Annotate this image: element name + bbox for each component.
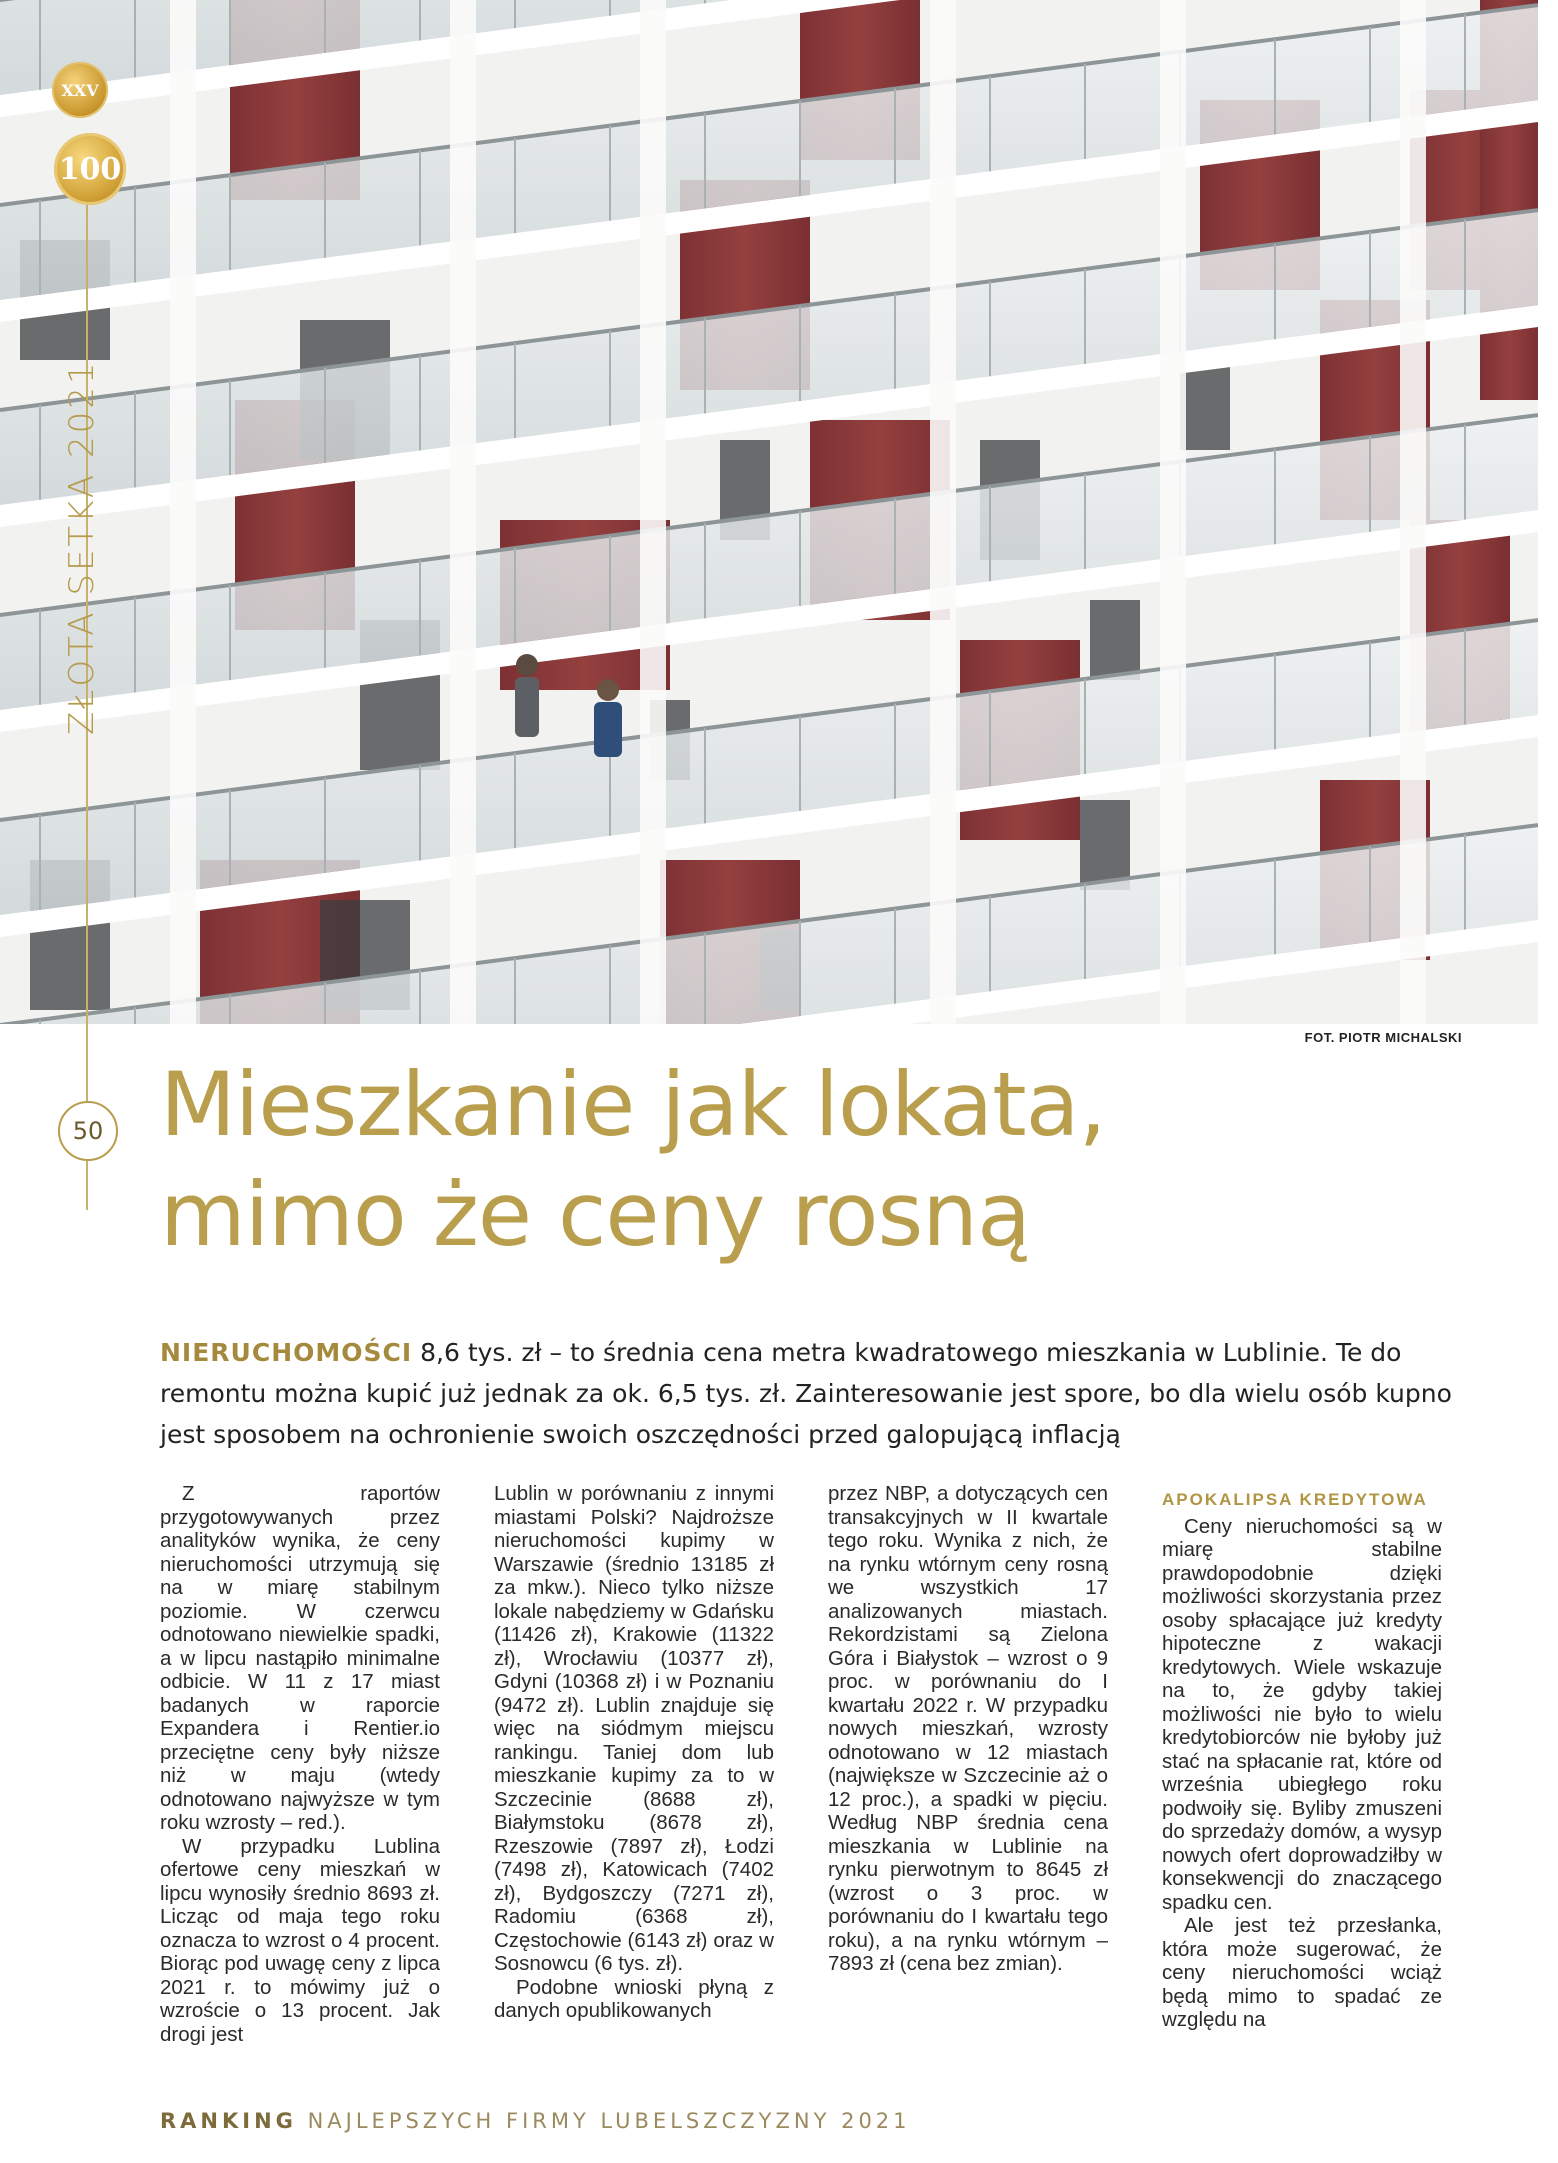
section-heading: APOKALIPSA KREDYTOWA bbox=[1162, 1490, 1428, 1509]
paragraph: Ceny nieruchomości są w miarę stabilne prawdopodobnie dzięki możliwości skorzystania przez osoby spłacające już kredyty hipoteczne z wakacji kredytowych. Wiele wskazuje na to, że gdyby takiej możliwości nie było to wielu kredytobiorców nie byłoby już stać na spłacanie rat, które od września ubiegłego roku podwoiły się. Byliby zmuszeni do sprzedaży domów, a wysyp nowych ofert doprowadziłby w konsekwencji do znaczącego spadku cen. bbox=[1162, 1514, 1442, 1914]
wall-pier bbox=[640, 0, 666, 1024]
lead-paragraph bbox=[160, 1332, 1460, 1455]
window bbox=[1180, 360, 1230, 450]
xxv-badge-icon: XXV bbox=[52, 62, 108, 118]
lead-text: 8,6 tys. zł – to średnia cena metra kwadratowego mieszkania w Lublinie. Te do remontu można kupić już jednak za ok. 6,5 tys. zł. Zainteresowanie jest spore, bo dla wielu osób kupno jest sposobem na ochronienie swoich oszczędności przed galopującą inflacją bbox=[160, 1338, 1452, 1449]
building-photo bbox=[0, 0, 1538, 1024]
column-3 bbox=[828, 1482, 1108, 1976]
paragraph: Z raportów przygotowywanych przez analityków wynika, że ceny nieruchomości utrzymują się na w miarę stabilnym poziomie. W czerwcu odnotowano niewielkie spadki, a w lipcu nastąpiło minimalne odbicie. W 11 z 17 miast badanych w raporcie Expandera i Rentier.io przeciętne ceny były niższe niż w maju (wtedy odnotowano najwyższe w tym roku wzrosty – red.). bbox=[160, 1482, 440, 1834]
wall-pier bbox=[1400, 0, 1426, 1024]
column-1 bbox=[160, 1482, 440, 2046]
person-head bbox=[597, 679, 619, 701]
paragraph: Lublin w porównaniu z innymi miastami Polski? Najdroższe nieruchomości kupimy w Warszawie (średnio 13185 zł za mkw.). Nieco tylko niższe lokale nabędziemy w Gdańsku (11426 zł), Krakowie (11322 zł), Wrocławiu (10377 zł), Gdyni (10368 zł) i w Poznaniu (9472 zł). Lublin znajduje się więc na siódmym miejscu rankingu. Taniej dom lub mieszkanie kupimy za to w Szczecinie (8688 zł), Białymstoku (8678 zł), Rzeszowie (7897 zł), Łodzi (7498 zł), Katowicach (7402 zł), Bydgoszczy (7271 zł), Radomiu (6368 zł), Częstochowie (6143 zł) oraz w Sosnowcu (6 tys. zł). bbox=[494, 1482, 774, 1975]
headline-line-1: Mieszkanie jak lokata, bbox=[160, 1053, 1106, 1156]
footer-text: NAJLEPSZYCH FIRMY LUBELSZCZYZNY 2021 bbox=[296, 2109, 911, 2133]
paragraph: Podobne wnioski płyną z danych opublikowanych bbox=[494, 1975, 774, 2022]
column-2 bbox=[494, 1482, 774, 2023]
paragraph: W przypadku Lublina ofertowe ceny mieszkań w lipcu wynosiły średnio 8693 zł. Licząc od maja tego roku oznacza to wzrost o 4 procent. Biorąc pod uwagę ceny z lipca 2021 r. to mówimy już o wzroście o 13 procent. Jak drogi jest bbox=[160, 1834, 440, 2046]
wall-pier bbox=[450, 0, 476, 1024]
footer-bold: RANKING bbox=[160, 2109, 297, 2133]
article-body bbox=[160, 1482, 1460, 2072]
side-label bbox=[62, 359, 108, 781]
column-4 bbox=[1162, 1482, 1442, 2032]
headline bbox=[160, 1050, 1460, 1270]
footer bbox=[160, 2109, 911, 2133]
paragraph: Ale jest też przesłanka, która może sugerować, że ceny nieruchomości wciąż będą mimo to spadać ze względu na bbox=[1162, 1914, 1442, 2031]
photo-credit: FOT. PIOTR MICHALSKI bbox=[1304, 1030, 1462, 1045]
window bbox=[1080, 800, 1130, 890]
wall-pier bbox=[1160, 0, 1186, 1024]
wall-pier bbox=[170, 0, 196, 1024]
paragraph: przez NBP, a dotyczących cen transakcyjnych w II kwartale tego roku. Wynika z nich, że na rynku wtórnym ceny rosną we wszystkich 17 analizowanych miastach. Rekordzistami są Zielona Góra i Białystok – wzrost o 9 proc. w porównaniu do I kwartału 2022 r. W przypadku nowych mieszkań, wzrosty odnotowano w 12 miastach (największe w Szczecinie aż o 12 proc.), a spadki w pięciu. Według NBP średnia cena mieszkania w Lublinie na rynku pierwotnym to 8645 zł (wzrost o 3 proc. w porównaniu do I kwartału tego roku), a na rynku wtórnym – 7893 zł (cena bez zmian). bbox=[828, 1482, 1108, 1975]
person-body bbox=[515, 677, 539, 737]
wall-pier bbox=[930, 0, 956, 1024]
person-body bbox=[594, 702, 622, 757]
person-head bbox=[516, 654, 538, 676]
lead-kicker: NIERUCHOMOŚCI bbox=[160, 1338, 413, 1367]
window bbox=[1090, 600, 1140, 680]
side-label-text: ZŁOTA SETKA 2021 bbox=[62, 359, 102, 735]
building-illustration bbox=[0, 0, 1538, 1024]
headline-line-2: mimo że ceny rosną bbox=[160, 1163, 1030, 1266]
hundred-badge-icon: 100 bbox=[54, 133, 126, 205]
page-number: 50 bbox=[58, 1101, 118, 1161]
